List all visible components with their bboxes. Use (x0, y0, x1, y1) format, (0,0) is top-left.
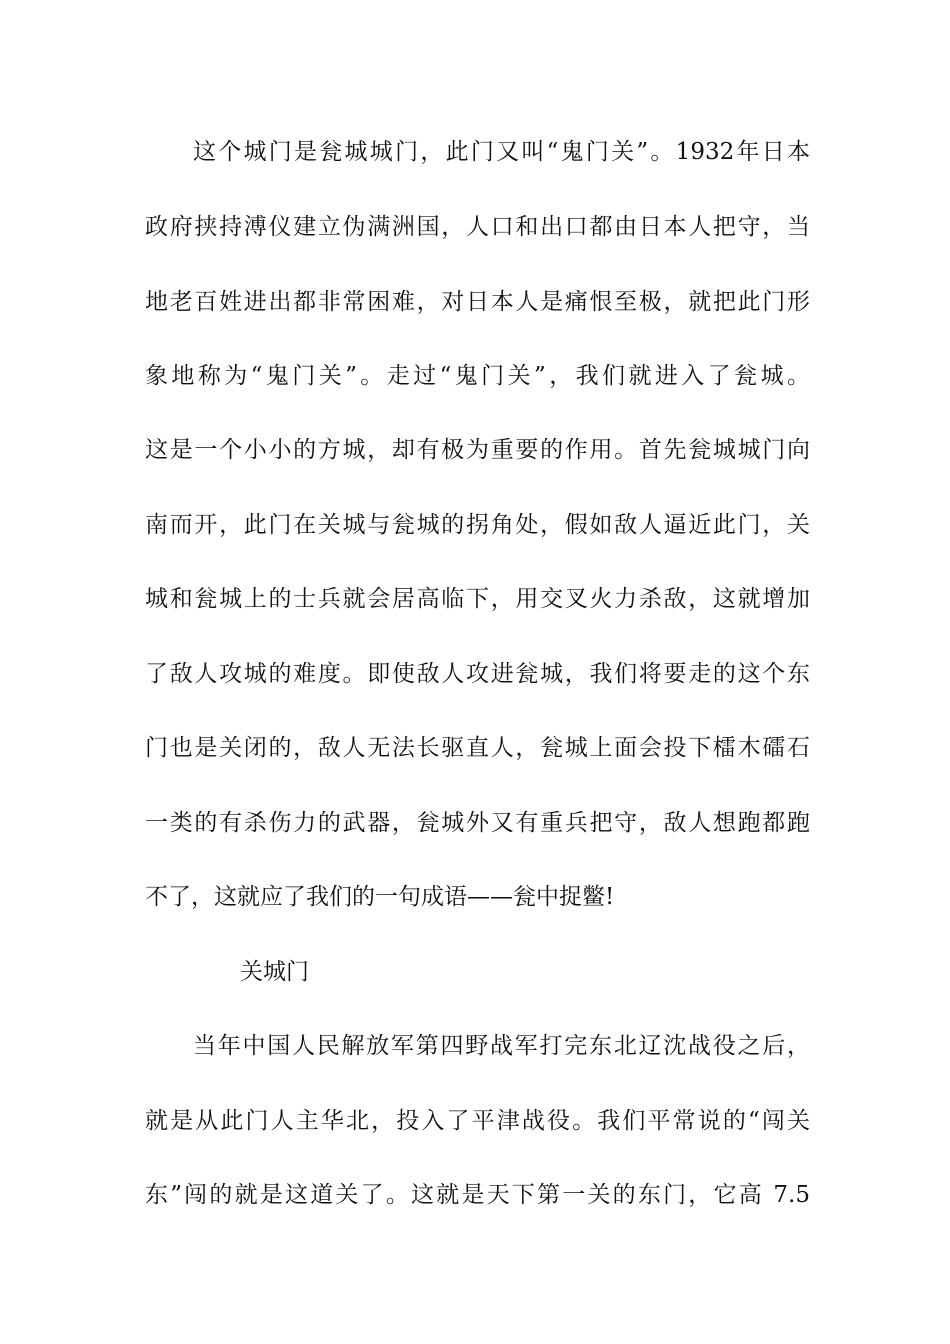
paragraph-2-line-2: 就是从此门人主华北，投入了平津战役。我们平常说的“闯关 (145, 1108, 810, 1134)
paragraph-1-line-9: 门也是关闭的，敌人无法长驱直人，瓮城上面会投下檑木礌石 (145, 735, 810, 761)
paragraph-1-line-1: 这个城门是瓮城城门，此门又叫“鬼门关”。1932年日本 (193, 139, 810, 165)
paragraph-1-line-11: 不了，这就应了我们的一句成语——瓮中捉鳖! (145, 884, 615, 910)
paragraph-1-line-10: 一类的有杀伤力的武器，瓮城外又有重兵把守，敌人想跑都跑 (145, 810, 810, 836)
paragraph-2-line-3: 东”闯的就是这道关了。这就是天下第一关的东门，它高 7.5 (145, 1182, 810, 1208)
paragraph-1-line-6: 南而开，此门在关城与瓮城的拐角处，假如敌人逼近此门，关 (145, 512, 810, 538)
paragraph-1-line-2: 政府挟持溥仪建立伪满洲国，人口和出口都由日本人把守，当 (145, 214, 810, 240)
paragraph-1-line-7: 城和瓮城上的士兵就会居高临下，用交叉火力杀敌，这就增加 (145, 586, 810, 612)
paragraph-1-line-5: 这是一个小小的方城，却有极为重要的作用。首先瓮城城门向 (145, 437, 810, 463)
paragraph-1-line-4: 象地称为“鬼门关”。走过“鬼门关”，我们就进入了瓮城。 (145, 363, 810, 389)
section-heading: 关城门 (240, 959, 309, 985)
paragraph-1-line-3: 地老百姓进出都非常困难，对日本人是痛恨至极，就把此门形 (145, 289, 810, 315)
paragraph-1-line-8: 了敌人攻城的难度。即使敌人攻进瓮城，我们将要走的这个东 (145, 661, 810, 687)
paragraph-2-line-1: 当年中国人民解放军第四野战军打完东北辽沈战役之后， (193, 1033, 810, 1059)
